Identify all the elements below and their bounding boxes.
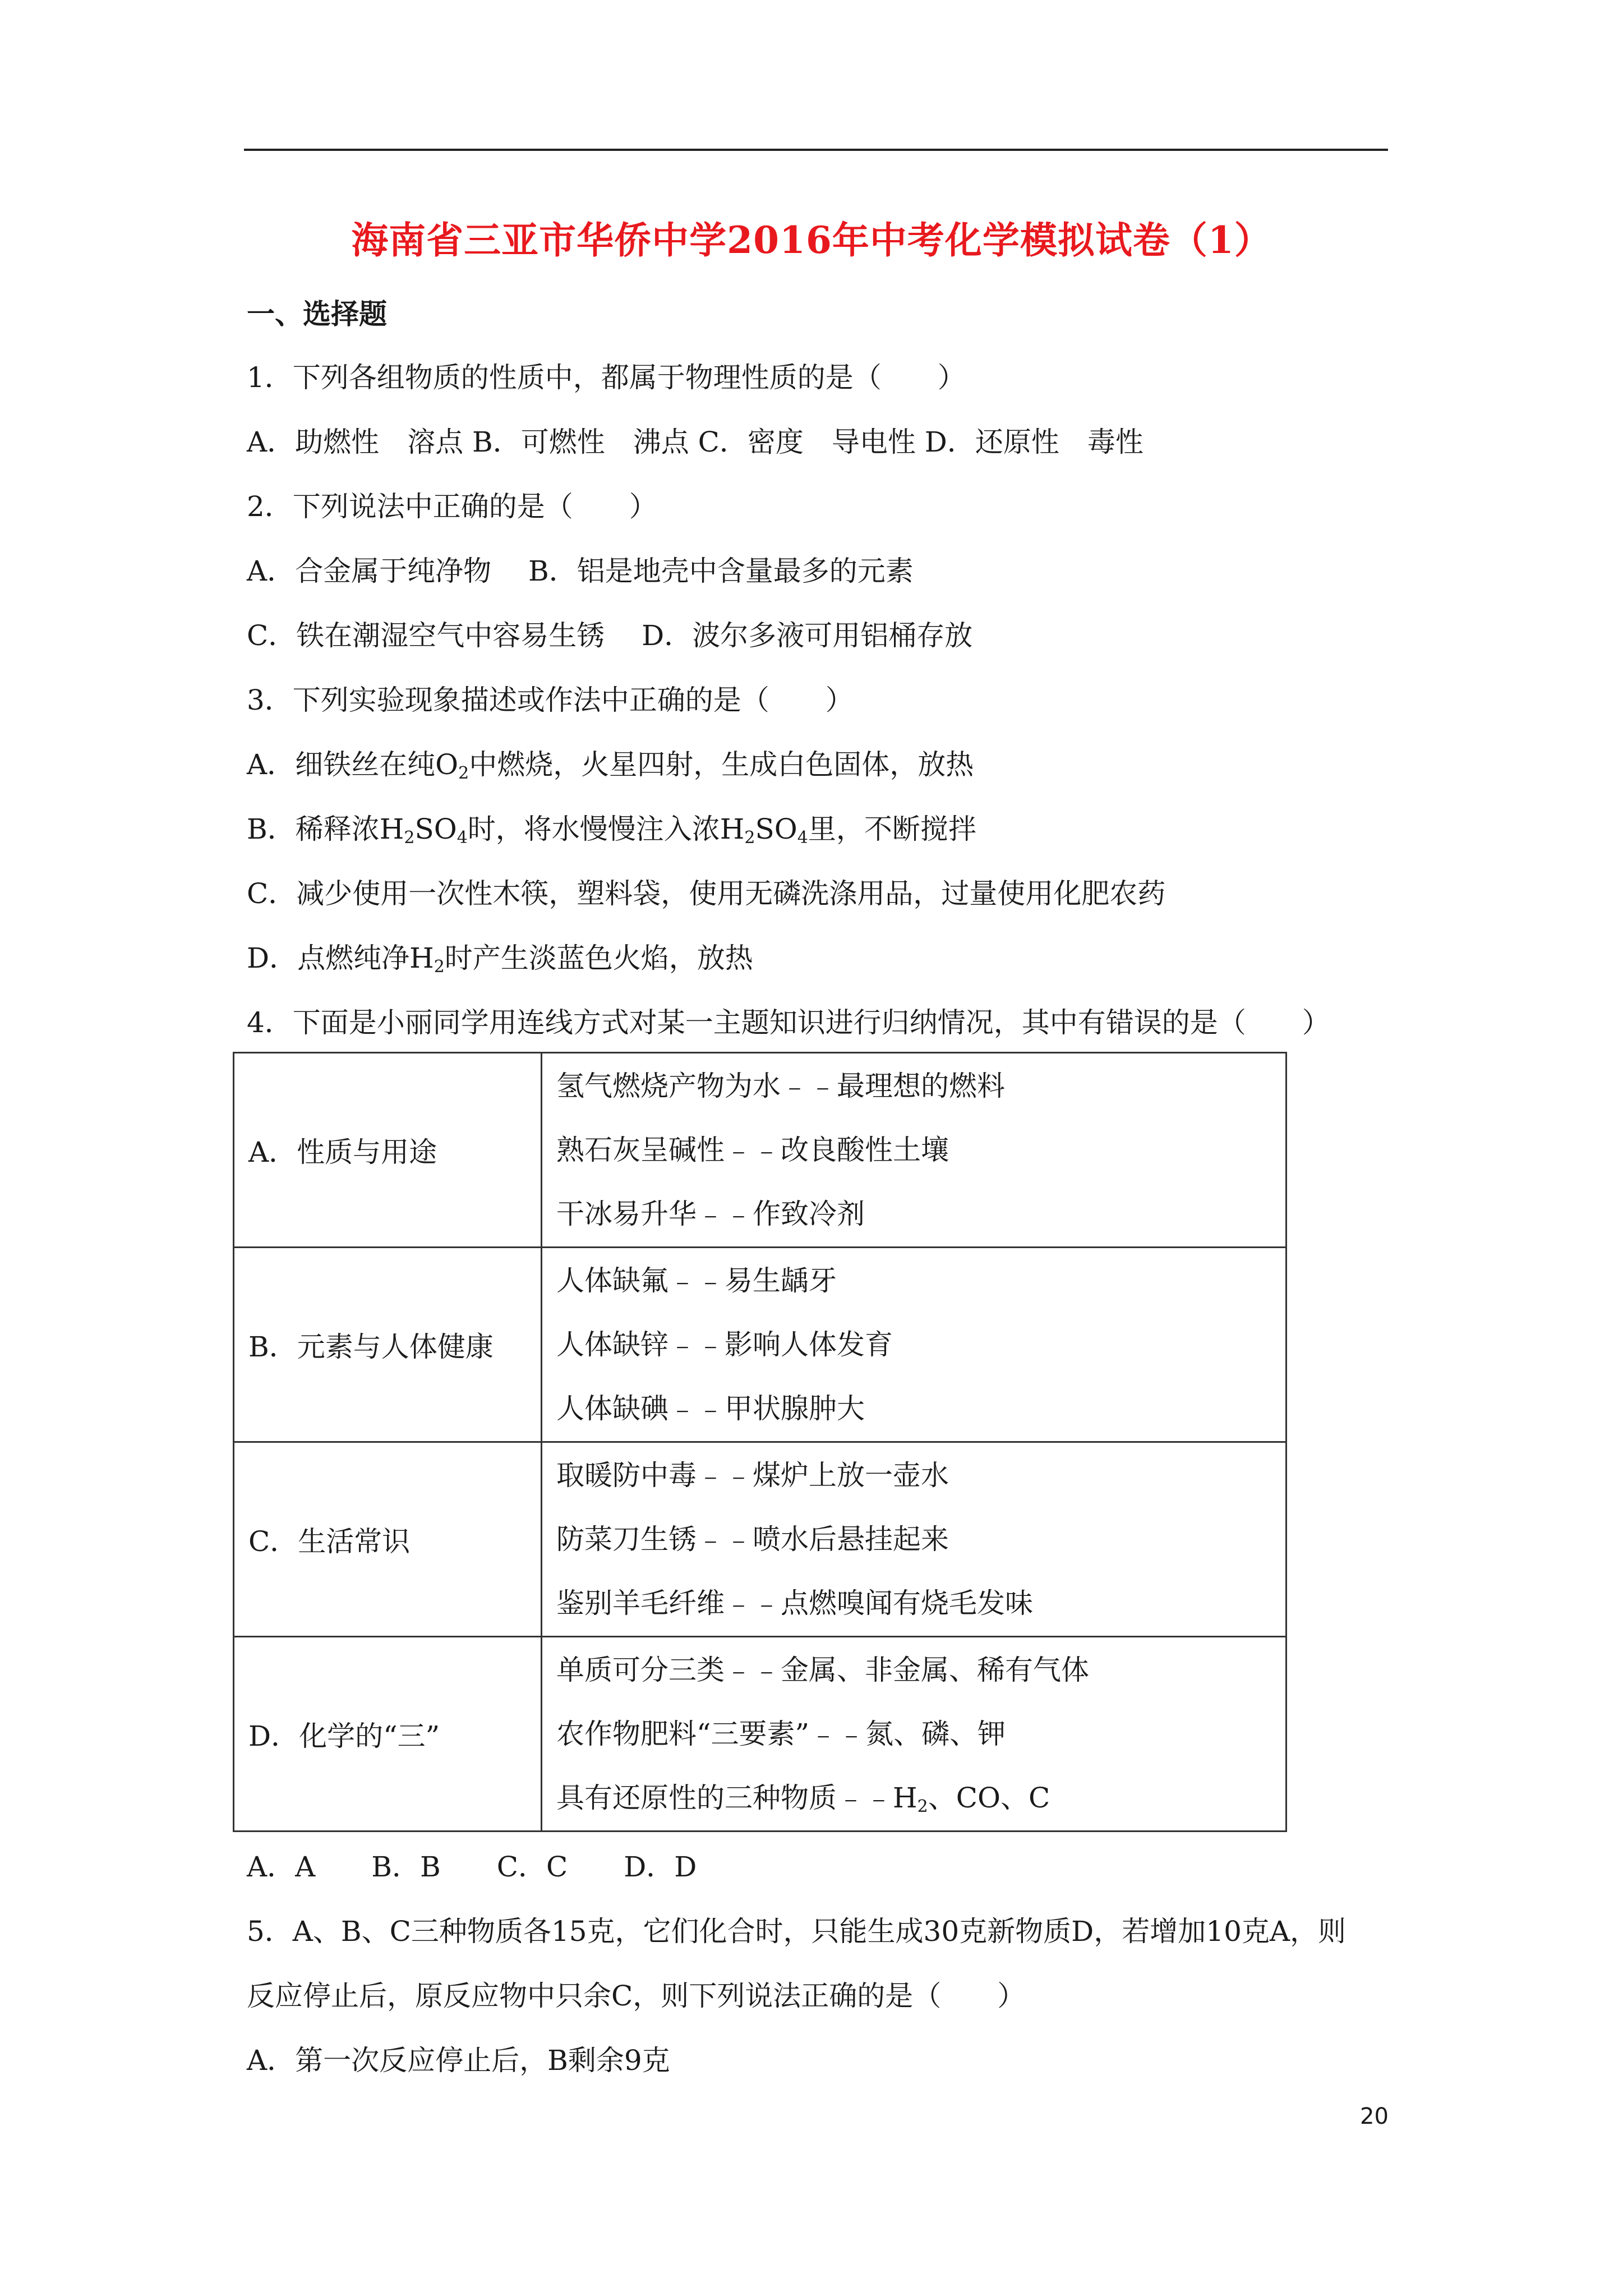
row-items <box>542 1637 1287 1832</box>
q3-option-a: A．细铁丝在纯$O_2$中燃烧，火星四射，生成白色固体，放热 <box>247 748 974 783</box>
list-item: 防菜刀生锈﹣﹣喷水后悬挂起来 <box>556 1523 949 1556</box>
section-heading: 一、选择题 <box>247 297 387 330</box>
q5-option-a: A．第一次反应停止后，B剩余9克 <box>247 2044 670 2077</box>
table-row <box>234 1442 1287 1637</box>
q3-option-b: B．稀释浓$H_2SO_4$时，将水慢慢注入浓$H_2SO_4$里，不断搅拌 <box>247 813 976 848</box>
table-row <box>234 1053 1287 1248</box>
list-item: 取暖防中毒﹣﹣煤炉上放一壶水 <box>556 1459 949 1492</box>
header-rule <box>244 149 1388 151</box>
row-items <box>542 1442 1287 1637</box>
q4-options: A．A B．B C．C D．D <box>247 1851 697 1883</box>
list-item: 人体缺氟﹣﹣易生龋牙 <box>556 1264 837 1297</box>
row-items <box>542 1248 1287 1442</box>
row-label: C．生活常识 <box>234 1442 542 1637</box>
row-items <box>542 1053 1287 1248</box>
q2-options-cd: C．铁在潮湿空气中容易生锈 D．波尔多液可用铝桶存放 <box>247 619 973 652</box>
q2-options-ab: A．合金属于纯净物 B．铝是地壳中含量最多的元素 <box>247 555 914 587</box>
list-item: 单质可分三类﹣﹣金属、非金属、稀有气体 <box>556 1654 1089 1686</box>
q5-stem-line2: 反应停止后，原反应物中只余C，则下列说法正确的是（ ） <box>247 1980 1026 2012</box>
q3-option-d: D．点燃纯净$H_2$时产生淡蓝色火焰，放热 <box>247 942 753 977</box>
q4-stem: 4．下面是小丽同学用连线方式对某一主题知识进行归纳情况，其中有错误的是（ ） <box>247 1006 1330 1039</box>
exam-title: 海南省三亚市华侨中学2016年中考化学模拟试卷（1） <box>351 218 1272 262</box>
list-item: 具有还原性的三种物质$﹣﹣H_2$、CO、C <box>556 1782 1050 1816</box>
row-label: B．元素与人体健康 <box>234 1248 542 1442</box>
list-item: 干冰易升华﹣﹣作致冷剂 <box>556 1198 865 1230</box>
table-row <box>234 1248 1287 1442</box>
q4-table <box>233 1052 1287 1832</box>
list-item: 人体缺锌﹣﹣影响人体发育 <box>556 1328 893 1361</box>
list-item: 氢气燃烧产物为水﹣﹣最理想的燃料 <box>556 1070 1005 1102</box>
list-item: 农作物肥料“三要素”﹣﹣氮、磷、钾 <box>556 1718 1006 1750</box>
q3-option-c: C．减少使用一次性木筷，塑料袋，使用无磷洗涤用品，过量使用化肥农药 <box>247 877 1166 910</box>
list-item: 人体缺碘﹣﹣甲状腺肿大 <box>556 1392 865 1425</box>
q5-stem-line1: 5．A、B、C三种物质各15克，它们化合时，只能生成30克新物质D，若增加10克A，则 <box>247 1915 1346 1948</box>
list-item: 鉴别羊毛纤维﹣﹣点燃嗅闻有烧毛发味 <box>556 1587 1033 1619</box>
row-label: A．性质与用途 <box>234 1053 542 1248</box>
row-label: D．化学的“三” <box>234 1637 542 1832</box>
list-item: 熟石灰呈碱性﹣﹣改良酸性土壤 <box>556 1134 949 1166</box>
q2-stem: 2．下列说法中正确的是（ ） <box>247 490 657 523</box>
page-number: 20 <box>1360 2104 1389 2129</box>
q1-options: A．助燃性 溶点 B．可燃性 沸点 C．密度 导电性 D．还原性 毒性 <box>247 426 1144 458</box>
table-row <box>234 1637 1287 1832</box>
q1-stem: 1．下列各组物质的性质中，都属于物理性质的是（ ） <box>247 361 966 394</box>
q3-stem: 3．下列实验现象描述或作法中正确的是（ ） <box>247 684 854 716</box>
